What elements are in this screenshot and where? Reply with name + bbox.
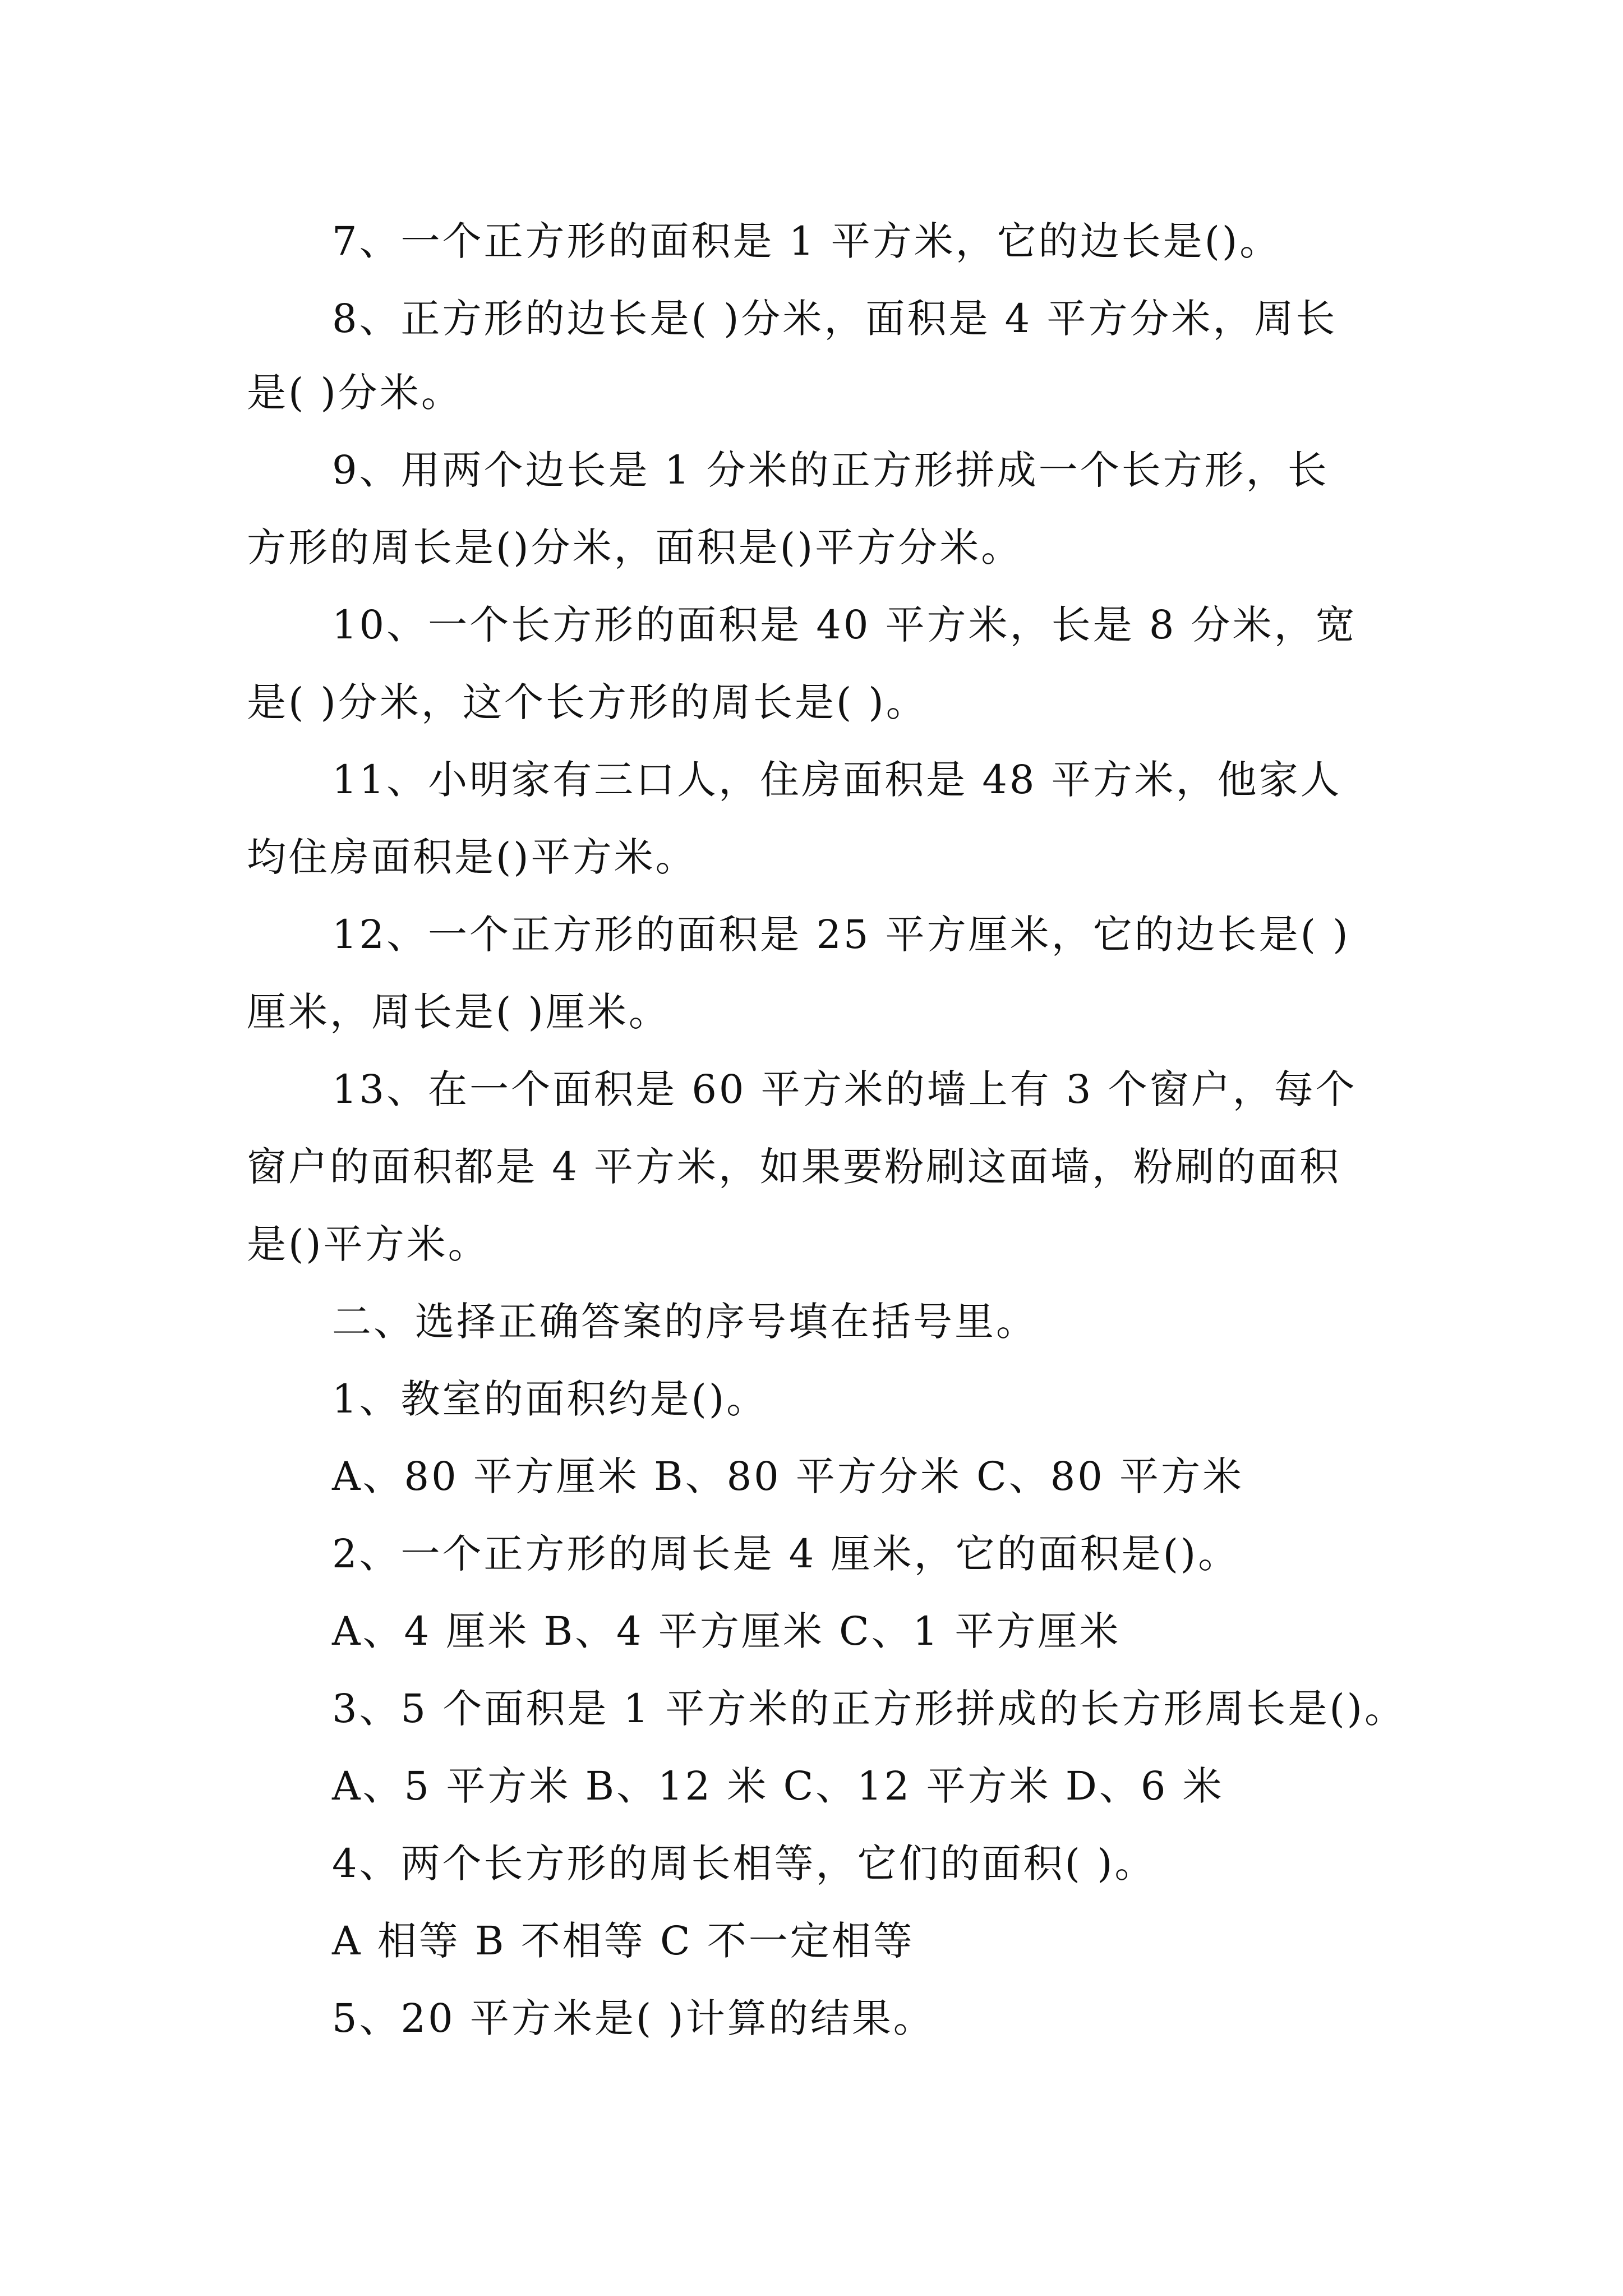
choice-question-4: 4、两个长方形的周长相等，它们的面积( )。	[332, 1841, 1156, 1887]
question-10-line-1: 10、一个长方形的面积是 40 平方米，长是 8 分米，宽	[332, 602, 1357, 648]
choice-question-4-options: A 相等 B 不相等 C 不一定相等	[332, 1918, 915, 1964]
question-12-line-2: 厘米，周长是( )厘米。	[247, 989, 670, 1035]
question-12-line-1: 12、一个正方形的面积是 25 平方厘米，它的边长是( )	[332, 912, 1350, 958]
question-9-line-2: 方形的周长是()分米，面积是()平方分米。	[247, 524, 1023, 570]
question-11-line-1: 11、小明家有三口人，住房面积是 48 平方米，他家人	[332, 757, 1342, 803]
question-13-line-3: 是()平方米。	[247, 1221, 490, 1267]
choice-question-5: 5、20 平方米是( )计算的结果。	[332, 1995, 935, 2041]
question-11-line-2: 均住房面积是()平方米。	[247, 834, 697, 880]
question-8-line-2: 是( )分米。	[247, 370, 463, 416]
choice-question-2-options: A、4 厘米 B、4 平方厘米 C、1 平方厘米	[332, 1608, 1121, 1654]
choice-question-3-options: A、5 平方米 B、12 米 C、12 平方米 D、6 米	[332, 1763, 1224, 1809]
question-9-line-1: 9、用两个边长是 1 分米的正方形拼成一个长方形，长	[332, 447, 1329, 493]
question-10-line-2: 是( )分米，这个长方形的周长是( )。	[247, 679, 928, 725]
section-2-heading: 二、选择正确答案的序号填在括号里。	[332, 1299, 1038, 1345]
question-13-line-1: 13、在一个面积是 60 平方米的墙上有 3 个窗户，每个	[332, 1066, 1357, 1112]
choice-question-3: 3、5 个面积是 1 平方米的正方形拼成的长方形周长是()。	[332, 1686, 1406, 1732]
question-7-line-1: 7、一个正方形的面积是 1 平方米，它的边长是()。	[332, 218, 1281, 264]
choice-question-2: 2、一个正方形的周长是 4 厘米，它的面积是()。	[332, 1531, 1240, 1577]
question-8-line-1: 8、正方形的边长是( )分米，面积是 4 平方分米，周长	[332, 296, 1338, 342]
question-13-line-2: 窗户的面积都是 4 平方米，如果要粉刷这面墙，粉刷的面积	[247, 1144, 1341, 1190]
choice-question-1: 1、教室的面积约是()。	[332, 1376, 768, 1422]
choice-question-1-options: A、80 平方厘米 B、80 平方分米 C、80 平方米	[332, 1453, 1244, 1499]
